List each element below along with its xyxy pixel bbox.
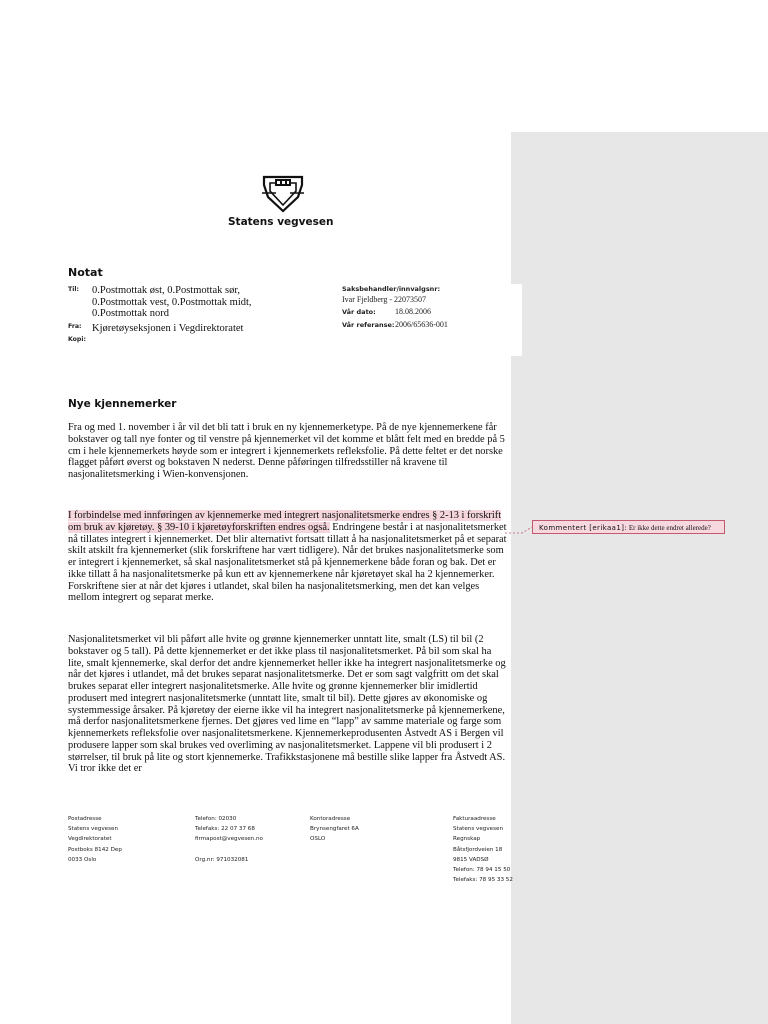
page-edge-notch (511, 284, 522, 356)
footer-line: Statens vegvesen (68, 826, 118, 833)
comments-margin-pane (511, 132, 768, 1024)
comment-balloon[interactable] (532, 520, 725, 534)
reference-label: Vår referanse: (342, 321, 395, 329)
to-recipients (92, 285, 312, 320)
statens-vegvesen-logo (258, 171, 308, 215)
date-value: 18.08.2006 (395, 307, 431, 316)
to-line: 0.Postmottak nord (92, 308, 170, 320)
footer-line: OSLO (310, 836, 326, 843)
footer-line: Telefon: 78 94 15 50 (453, 867, 511, 874)
footer-line: 9815 VADSØ (453, 856, 489, 863)
footer-line: Fakturaadresse (453, 816, 496, 822)
footer-line: Postadresse (68, 816, 102, 822)
footer-line: Statens vegvesen (453, 826, 503, 833)
handler-label: Saksbehandler/innvalgsnr: (342, 285, 441, 293)
footer-line: Båtsfjordveien 18 (453, 846, 503, 853)
comment-author: Kommentert [erikaa1]: (539, 524, 628, 532)
footer-line: Kontoradresse (310, 816, 351, 822)
footer-invoice-address (453, 814, 513, 885)
paragraph-1: Fra og med 1. november i år vil det bli tatt i bruk en ny kjennemerketype. På de nye kjennemerkene får bokstaver og tall nye fonter og til venstre på kjennemerket vil det komme et blått felt med en bredde på 5 cm i hele kjennemerkets høyde som er integrert i kjennemerkets refleksfolie. På dette feltet er det norske flagget påført øverst og bokstaven N nederst. Denne påføringen tilfredsstiller nå kravene til nasjonalitetsmerking i Wien-konvensjonen. (68, 422, 505, 480)
footer-postal-address (68, 814, 122, 865)
handler-value: Ivar Fjeldberg - 22073507 (342, 295, 427, 304)
paragraph-2-text: Endringene består i at nasjonalitetsmerket nå tillates integrert i kjennemerket. Det blir alternativt fortsatt tillatt å ha nasjonalitetsmerket på et separat skilt atskilt fra kjennemerket (slik forskriftene har vært tidligere). Når det brukes nasjonalitetsmerke som er integrert i kjennemerket, så skal nasjonalitetsmerket stå på kjennemerkene både foran og bak. Det er ikke tillatt å ha nasjonalitetsmerke på kun ett av kjennemerkene når kjøretøyet skal ha 2 kjennemerker. Forskriftene sier at når det kjøres i utlandet, skal bilen ha nasjonalitetsmerking, men det kan velges mellom integrert og separat merke. (68, 521, 507, 604)
date-label: Vår dato: (342, 308, 376, 316)
footer-line (195, 845, 263, 855)
footer-line: Regnskap (453, 836, 481, 843)
memo-type: Notat (68, 266, 103, 279)
footer-line: firmapost@vegvesen.no (195, 836, 263, 843)
footer-office-address (310, 814, 359, 845)
footer-line: Telefaks: 22 07 37 68 (195, 826, 255, 833)
footer-line: Postboks 8142 Dep (68, 846, 122, 853)
footer-line: Brynsengfaret 6A (310, 826, 359, 833)
footer-contact (195, 814, 263, 865)
footer-line: Telefaks: 78 95 33 52 (453, 877, 513, 884)
paragraph-2 (68, 510, 508, 604)
footer-line: 0033 Oslo (68, 856, 97, 863)
to-line: 0.Postmottak øst, 0.Postmottak sør, (92, 285, 241, 296)
from-label: Fra: (68, 323, 82, 330)
reference-value: 2006/65636-001 (395, 320, 448, 329)
comment-text: Er ikke dette endret allerede? (627, 524, 711, 532)
footer-line: Org.nr: 971032081 (195, 856, 249, 863)
copy-label: Kopi: (68, 336, 86, 343)
organization-name: Statens vegvesen (228, 216, 334, 228)
from-sender: Kjøretøyseksjonen i Vegdirektoratet (92, 323, 244, 334)
to-line: 0.Postmottak vest, 0.Postmottak midt, (92, 296, 252, 308)
commented-text-highlight[interactable]: I forbindelse med innføringen av kjennemerke med integrert nasjonalitetsmerke endres § 2-13 i forskrift om bruk av kjøretøy. § 39-10 i kjøretøyforskriften endres også. (68, 510, 502, 533)
to-label: Til: (68, 286, 79, 293)
memo-heading: Nye kjennemerker (68, 398, 177, 410)
paragraph-3: Nasjonalitetsmerket vil bli påført alle hvite og grønne kjennemerker unntatt lite, smalt (LS) til bil (2 bokstaver og 5 tall). På dette kjennemerket er det ikke plass til nasjonalitetsmerket. På bil som skal ha lite, smalt kjennemerke, skal derfor det andre kjennemerket heller ikke ha integrert nasjonalitetsmerke og når det kjøres i utlandet, må det brukes separat nasjonalitetsmerke. Det er som sagt valgfritt om det skal brukes separat eller integrert nasjonalitetsmerke. Alle hvite og grønne kjennemerker blir imidlertid produsert med integrert nasjonalitetsmerke (unntatt lite, smalt til bil). Dette gjøres av økonomiske og systemmessige årsaker. På kjøretøy der eierne ikke vil ha integrert nasjonalitetsmerke på kjennemerkene, må derfor nasjonalitetsmerkene fjernes. Det gjøres ved lime en “lapp” av samme materiale og farge som kjennemerkets refleksfolie over nasjonalitetsmerkene. Kjennemerkeprodusenten Åstvedt AS i Bergen vil produsere lapper som skal brukes ved overliming av nasjonalitetsmerket. Lappene vil bli produsert i 2 størrelser, til bruk på lite og stort kjennemerke. Trafikkstasjonene må bestille slike lapper fra Åstvedt AS. Vi tror ikke det er (68, 634, 506, 775)
footer-line: Telefon: 02030 (195, 816, 237, 822)
footer-line: Vegdirektoratet (68, 836, 112, 843)
